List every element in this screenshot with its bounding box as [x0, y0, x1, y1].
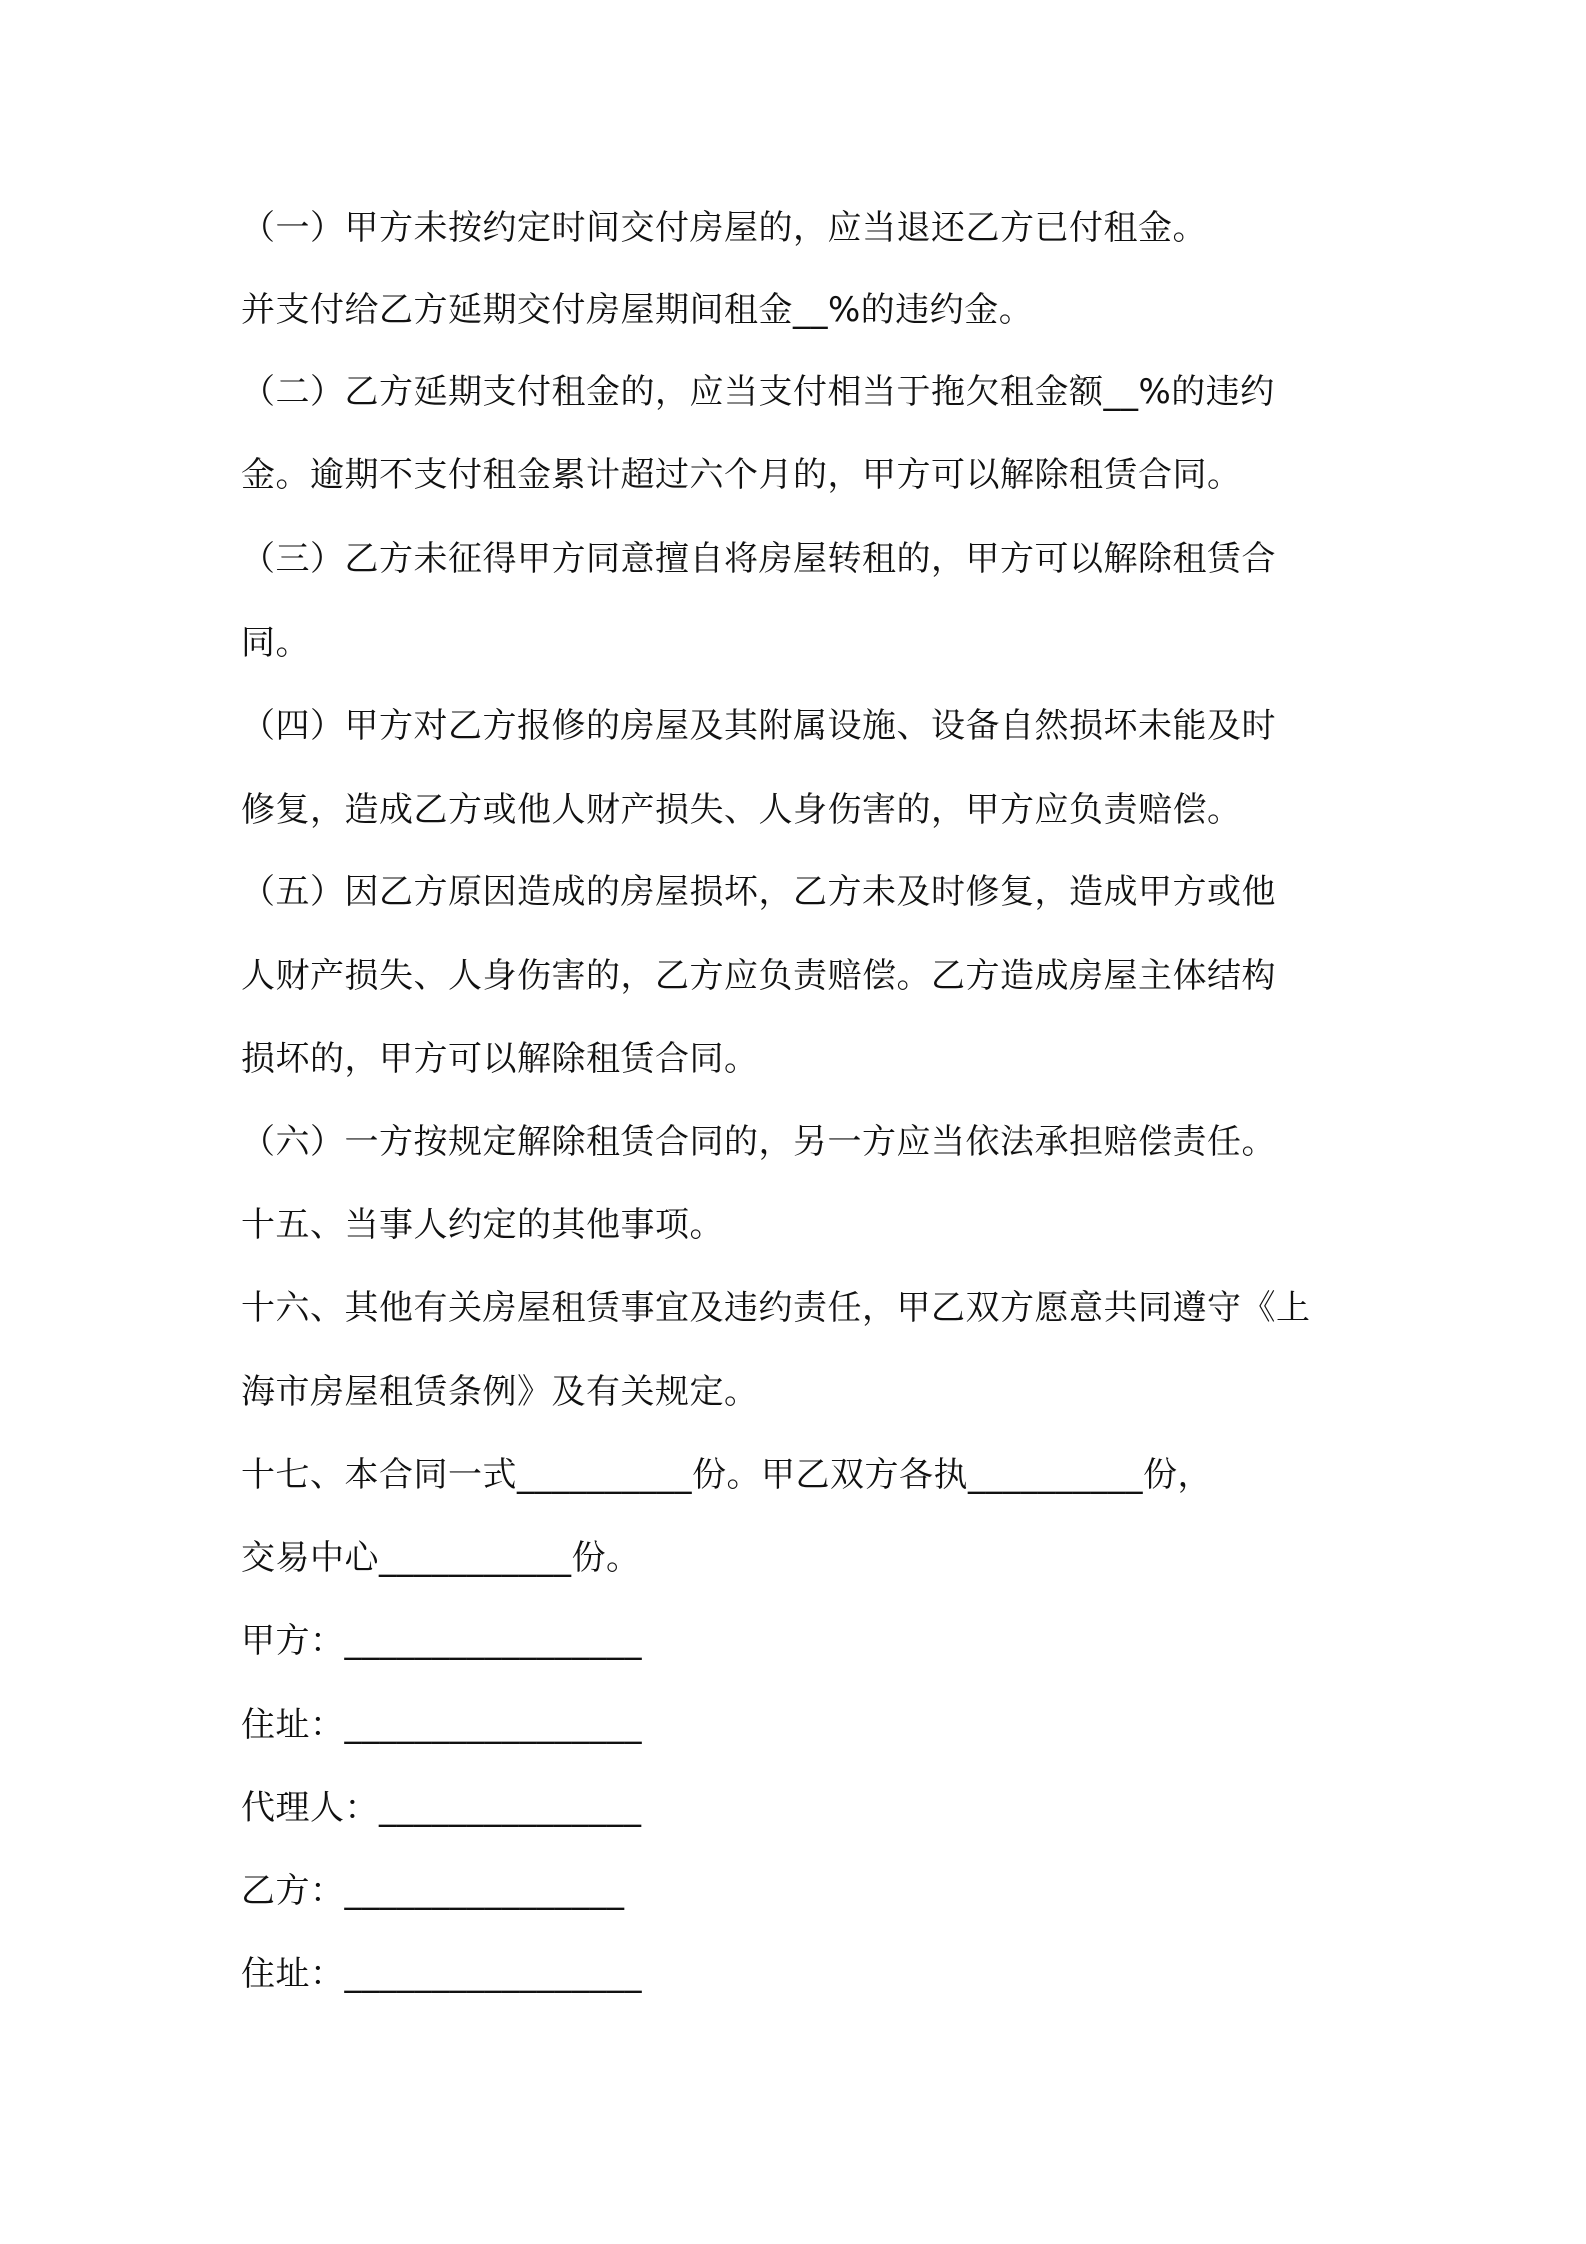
clause-2-continued: 金。逾期不支付租金累计超过六个月的，甲方可以解除租赁合同。: [241, 455, 1242, 495]
party-a-address-line: 住址：_________________: [241, 1705, 642, 1745]
clause-4: （四）甲方对乙方报修的房屋及其附属设施、设备自然损坏未能及时: [241, 706, 1276, 746]
section-16-continued: 海市房屋租赁条例》及有关规定。: [241, 1372, 759, 1412]
party-a-line: 甲方：_________________: [241, 1621, 642, 1661]
clause-5-continued-1: 人财产损失、人身伤害的，乙方应负责赔偿。乙方造成房屋主体结构: [241, 956, 1276, 996]
clause-5: （五）因乙方原因造成的房屋损坏，乙方未及时修复，造成甲方或他: [241, 872, 1276, 912]
clause-4-continued: 修复，造成乙方或他人财产损失、人身伤害的，甲方应负责赔偿。: [241, 790, 1242, 830]
clause-6: （六）一方按规定解除租赁合同的，另一方应当依法承担赔偿责任。: [241, 1122, 1276, 1162]
clause-2: （二）乙方延期支付租金的，应当支付相当于拖欠租金额__%的违约: [241, 372, 1275, 412]
clause-1: （一）甲方未按约定时间交付房屋的，应当退还乙方已付租金。: [241, 208, 1207, 248]
party-b-line: 乙方：________________: [241, 1871, 625, 1911]
section-15: 十五、当事人约定的其他事项。: [241, 1205, 724, 1245]
clause-1-continued: 并支付给乙方延期交付房屋期间租金__%的违约金。: [241, 290, 1034, 330]
clause-3: （三）乙方未征得甲方同意擅自将房屋转租的，甲方可以解除租赁合: [241, 539, 1276, 579]
party-b-address-line: 住址：_________________: [241, 1954, 642, 1994]
agent-line: 代理人：_______________: [241, 1788, 642, 1828]
clause-3-continued: 同。: [241, 623, 310, 663]
section-17: 十七、本合同一式__________份。甲乙双方各执__________份，: [241, 1455, 1212, 1495]
section-17-continued: 交易中心___________份。: [241, 1538, 641, 1578]
clause-5-continued-2: 损坏的，甲方可以解除租赁合同。: [241, 1039, 759, 1079]
section-16: 十六、其他有关房屋租赁事宜及违约责任，甲乙双方愿意共同遵守《上: [241, 1288, 1311, 1328]
